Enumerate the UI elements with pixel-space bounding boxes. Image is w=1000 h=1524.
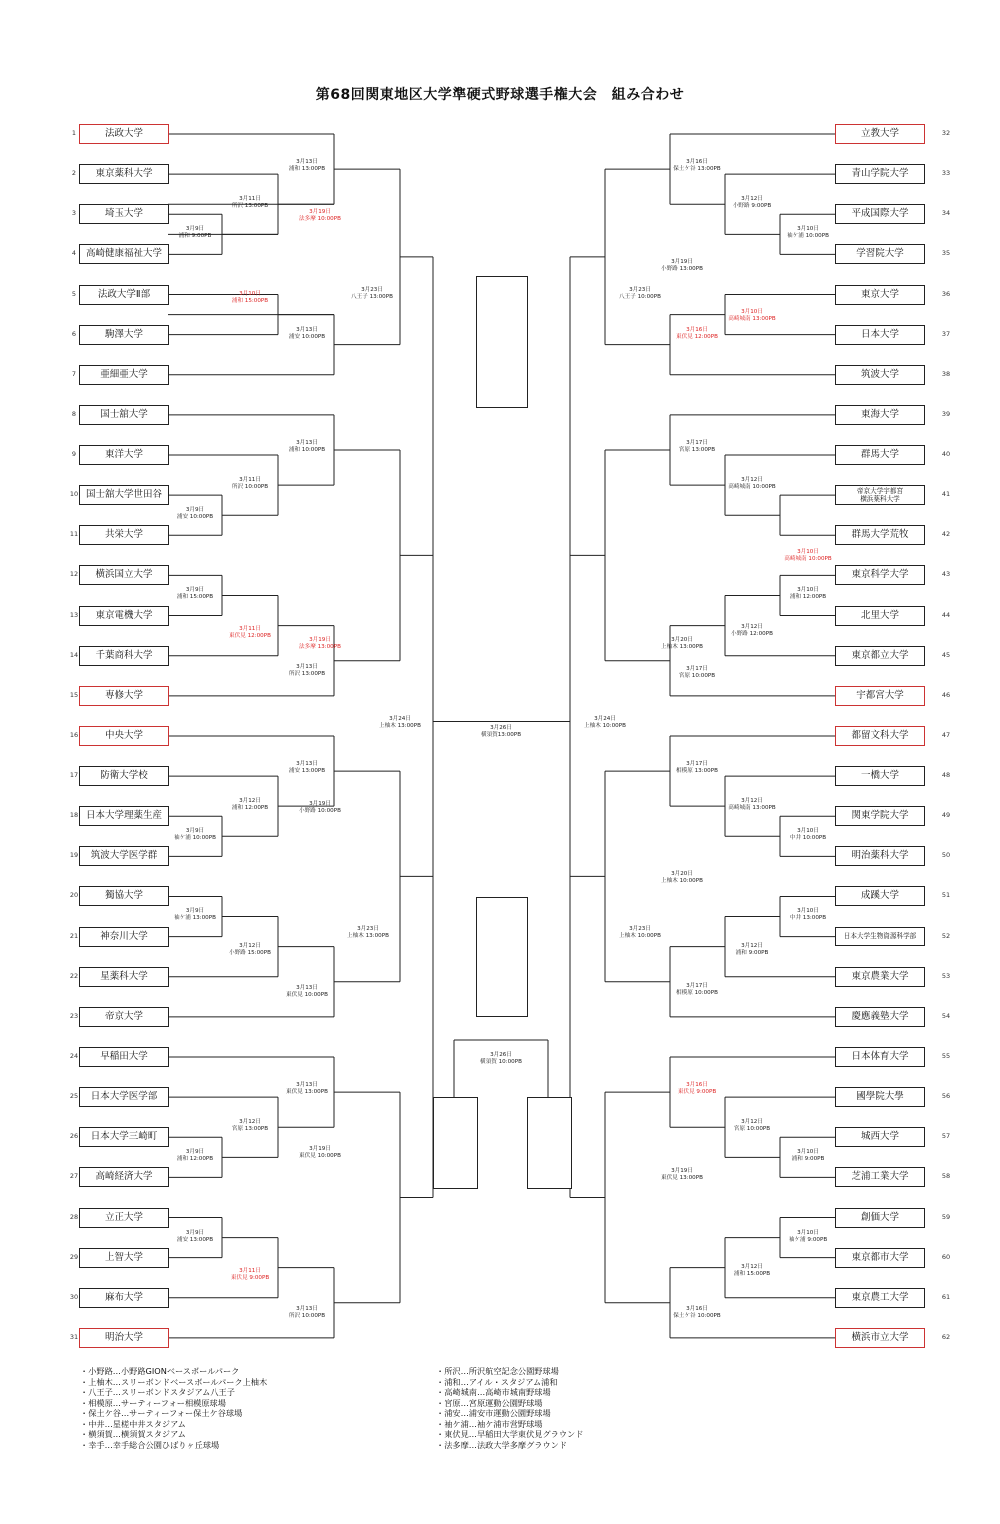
team-box: 中央大学 xyxy=(79,726,169,746)
team-number: 23 xyxy=(69,1011,79,1020)
team-number: 34 xyxy=(941,209,951,218)
match-info: 3月20日 上柚木 13:00PB xyxy=(661,636,703,650)
team-box: 筑波大学 xyxy=(835,365,925,385)
match-info: 3月13日 浦安 13:00PB xyxy=(288,760,326,774)
team-box: 横浜国立大学 xyxy=(79,565,169,585)
match-info: 3月9日 浦和 9:00PB xyxy=(178,226,212,240)
team-number: 29 xyxy=(69,1252,79,1261)
team-number: 40 xyxy=(941,450,951,459)
match-info: 3月26日 横須賀 10:00PB xyxy=(480,1052,522,1065)
team-box: 東京農工大学 xyxy=(835,1288,925,1308)
team-box: 日本大学 xyxy=(835,325,925,345)
match-info: 3月9日 袖ケ浦 10:00PB xyxy=(174,828,216,842)
team-box: 群馬大学荒牧 xyxy=(835,525,925,545)
team-number: 32 xyxy=(941,129,951,137)
team-number: 61 xyxy=(941,1292,951,1301)
match-info: 3月19日 法多摩 13:00PB xyxy=(299,636,341,650)
team-number: 18 xyxy=(69,811,79,820)
team-box: 芝浦工業大学 xyxy=(835,1167,925,1187)
third-place-left-box xyxy=(433,1097,478,1189)
team-number: 19 xyxy=(69,851,79,860)
match-info: 3月23日 上柚木 13:00PB xyxy=(347,926,389,940)
team-box: 北里大学 xyxy=(835,606,925,626)
team-number: 20 xyxy=(69,891,79,900)
team-number: 59 xyxy=(941,1212,951,1221)
match-info: 3月20日 上柚木 10:00PB xyxy=(661,871,703,885)
team-box: 國學院大學 xyxy=(835,1087,925,1107)
match-info: 3月9日 浦安 10:00PB xyxy=(176,507,214,521)
team-box: 創価大学 xyxy=(835,1208,925,1228)
team-number: 3 xyxy=(71,209,77,218)
team-box: 日本大学理薬生産 xyxy=(79,806,169,826)
legend-entry: ・幸手…幸手総合公園ひばりヶ丘球場 xyxy=(80,1439,220,1450)
match-info: 3月11日 所沢 10:00PB xyxy=(231,477,269,491)
team-box: 東京薬科大学 xyxy=(79,164,169,184)
match-info: 3月17日 宮原 10:00PB xyxy=(678,665,716,679)
team-number: 28 xyxy=(69,1212,79,1221)
match-info: 3月12日 浦和 12:00PB xyxy=(231,798,269,812)
team-number: 27 xyxy=(69,1172,79,1181)
team-box: 法政大学Ⅱ部 xyxy=(79,285,169,305)
team-number: 11 xyxy=(69,530,79,539)
team-number: 46 xyxy=(941,690,951,699)
match-info: 3月12日 宮原 10:00PB xyxy=(733,1119,771,1133)
team-box: 青山学院大学 xyxy=(835,164,925,184)
team-box: 駒澤大学 xyxy=(79,325,169,345)
team-number: 30 xyxy=(69,1292,79,1301)
team-box: 東京科学大学 xyxy=(835,565,925,585)
team-number: 47 xyxy=(941,730,951,739)
team-box: 一橋大学 xyxy=(835,766,925,786)
match-info: 3月11日 所沢 13:00PB xyxy=(231,196,269,210)
match-info: 3月17日 宮原 13:00PB xyxy=(678,439,716,453)
team-number: 7 xyxy=(71,369,77,378)
team-number: 43 xyxy=(941,570,951,579)
team-box: 日本大学三崎町 xyxy=(79,1127,169,1147)
team-number: 12 xyxy=(69,570,79,579)
team-number: 21 xyxy=(69,931,79,940)
team-number: 42 xyxy=(941,530,951,539)
team-number: 25 xyxy=(69,1092,79,1101)
match-info: 3月16日 東伏見 9:00PB xyxy=(677,1081,717,1095)
legend-entry: ・法多摩…法政大学多摩グラウンド xyxy=(436,1439,568,1450)
team-box: 神奈川大学 xyxy=(79,927,169,947)
third-place-right-box xyxy=(527,1097,572,1189)
team-box: 関東学院大学 xyxy=(835,806,925,826)
match-info: 3月19日 東伏見 10:00PB xyxy=(299,1146,341,1160)
team-number: 14 xyxy=(69,650,79,659)
match-info: 3月10日 中井 10:00PB xyxy=(789,828,827,842)
match-info: 3月12日 宮原 13:00PB xyxy=(231,1119,269,1133)
legend-entry: ・浦安…浦安市運動公園野球場 xyxy=(436,1408,551,1418)
team-number: 17 xyxy=(69,771,79,780)
team-box: 成蹊大学 xyxy=(835,886,925,906)
team-box: 東海大学 xyxy=(835,405,925,425)
team-number: 5 xyxy=(71,289,77,298)
match-info: 3月24日 上柚木 13:00PB xyxy=(379,715,421,729)
match-info: 3月10日 袖ケ浦 9:00PB xyxy=(788,1229,828,1243)
team-box: 帝京大学 xyxy=(79,1007,169,1027)
match-info: 3月13日 所沢 13:00PB xyxy=(288,663,326,677)
team-number: 41 xyxy=(941,490,951,499)
legend-entry: ・浦和…アイル・スタジアム浦和 xyxy=(436,1376,558,1387)
team-box: 立正大学 xyxy=(79,1208,169,1228)
legend-entry: ・保土ケ谷…サーティーフォー保土ケ谷球場 xyxy=(80,1408,243,1418)
team-box: 帝京大学宇都宮 横浜薬科大学 xyxy=(835,485,925,505)
team-number: 62 xyxy=(941,1332,951,1341)
match-info: 3月16日 保土ケ谷 13:00PB xyxy=(673,159,721,172)
match-info: 3月12日 浦和 15:00PB xyxy=(733,1263,771,1277)
team-number: 51 xyxy=(941,891,951,900)
team-box: 東洋大学 xyxy=(79,445,169,465)
team-box: 法政大学 xyxy=(79,124,169,144)
team-box: 国士舘大学 xyxy=(79,405,169,425)
team-box: 獨協大学 xyxy=(79,886,169,906)
team-number: 1 xyxy=(71,129,77,137)
match-info: 3月23日 八王子 10:00PB xyxy=(619,286,661,300)
match-info: 3月10日 浦和 15:00PB xyxy=(231,290,269,304)
match-info: 3月12日 高崎城南 13:00PB xyxy=(728,798,776,812)
team-number: 13 xyxy=(69,610,79,619)
match-info: 3月19日 小野路 13:00PB xyxy=(661,259,703,273)
team-box: 日本大学医学部 xyxy=(79,1087,169,1107)
team-number: 45 xyxy=(941,650,951,659)
match-info: 3月12日 小野路 12:00PB xyxy=(731,623,773,637)
match-info: 3月12日 小野路 9:00PB xyxy=(732,196,772,210)
team-box: 平成国際大学 xyxy=(835,204,925,224)
match-info: 3月16日 保土ケ谷 10:00PB xyxy=(673,1305,721,1319)
team-box: 東京大学 xyxy=(835,285,925,305)
third-place-box xyxy=(476,897,528,1017)
match-info: 3月10日 中井 13:00PB xyxy=(789,908,827,922)
venue-legend-left xyxy=(80,1366,267,1450)
team-number: 2 xyxy=(71,169,77,178)
match-info: 3月23日 上柚木 10:00PB xyxy=(619,926,661,940)
team-number: 55 xyxy=(941,1051,951,1060)
team-number: 49 xyxy=(941,811,951,820)
team-box: 専修大学 xyxy=(79,686,169,706)
team-box: 共栄大学 xyxy=(79,525,169,545)
match-info: 3月9日 浦和 12:00PB xyxy=(176,1149,214,1163)
page-title: 第68回関東地区大学準硬式野球選手権大会 組み合わせ xyxy=(315,87,685,103)
team-number: 9 xyxy=(71,450,77,459)
match-info: 3月13日 東伏見 10:00PB xyxy=(286,984,328,998)
legend-entry: ・宮原…宮原運動公園野球場 xyxy=(436,1397,543,1408)
legend-entry: ・袖ケ浦…袖ケ浦市営野球場 xyxy=(436,1418,543,1429)
legend-entry: ・横須賀…横須賀スタジアム xyxy=(80,1429,186,1439)
team-box: 明治薬科大学 xyxy=(835,846,925,866)
team-box: 東京都市大学 xyxy=(835,1248,925,1268)
team-number: 52 xyxy=(941,931,951,940)
match-info: 3月12日 浦和 9:00PB xyxy=(735,942,769,956)
team-box: 国士舘大学世田谷 xyxy=(79,485,169,505)
legend-entry: ・小野路…小野路GIONベースボールパーク xyxy=(80,1366,240,1376)
match-info: 3月10日 浦和 12:00PB xyxy=(789,587,827,601)
match-info: 3月23日 八王子 13:00PB xyxy=(351,286,393,300)
venue-legend-right xyxy=(436,1366,583,1450)
legend-entry: ・高崎城南…高崎市城南野球場 xyxy=(436,1387,551,1397)
team-box: 高崎経済大学 xyxy=(79,1167,169,1187)
legend-entry: ・所沢…所沢航空記念公園野球場 xyxy=(436,1366,559,1376)
match-info: 3月10日 袖ケ浦 10:00PB xyxy=(787,226,829,240)
match-info: 3月24日 上柚木 10:00PB xyxy=(584,715,626,729)
team-number: 6 xyxy=(71,329,77,338)
match-info: 3月12日 小野路 15:00PB xyxy=(229,942,271,956)
match-info: 3月9日 浦和 15:00PB xyxy=(176,587,214,601)
team-number: 36 xyxy=(941,289,951,298)
team-number: 50 xyxy=(941,851,951,860)
team-number: 22 xyxy=(69,971,79,980)
team-number: 37 xyxy=(941,329,951,338)
match-info: 3月11日 東伏見 12:00PB xyxy=(229,625,271,639)
match-info: 3月9日 浦安 13:00PB xyxy=(176,1229,214,1243)
team-number: 48 xyxy=(941,771,951,780)
team-box: 埼玉大学 xyxy=(79,204,169,224)
team-number: 26 xyxy=(69,1132,79,1141)
match-info: 3月17日 相模原 13:00PB xyxy=(676,760,718,774)
team-number: 33 xyxy=(941,169,951,178)
team-box: 日本大学生物資源科学部 xyxy=(835,927,925,946)
team-number: 54 xyxy=(941,1011,951,1020)
team-box: 東京農業大学 xyxy=(835,967,925,987)
team-box: 群馬大学 xyxy=(835,445,925,465)
team-box: 慶應義塾大学 xyxy=(835,1007,925,1027)
team-box: 城西大学 xyxy=(835,1127,925,1147)
team-number: 31 xyxy=(69,1332,79,1341)
team-number: 8 xyxy=(71,409,77,418)
team-box: 麻布大学 xyxy=(79,1288,169,1308)
legend-entry: ・中井…星槎中井スタジアム xyxy=(80,1418,186,1429)
match-info: 3月12日 高崎城南 10:00PB xyxy=(728,477,776,491)
match-info: 3月16日 東伏見 12:00PB xyxy=(676,326,718,340)
team-box: 宇都宮大学 xyxy=(835,686,925,706)
match-info: 3月19日 小野路 10:00PB xyxy=(299,801,341,815)
team-box: 高崎健康福祉大学 xyxy=(79,244,169,264)
team-box: 横浜市立大学 xyxy=(835,1328,925,1348)
match-info: 3月13日 所沢 10:00PB xyxy=(288,1305,326,1319)
match-info: 3月10日 高崎城南 13:00PB xyxy=(728,308,776,322)
match-info: 3月13日 浦和 13:00PB xyxy=(288,159,326,172)
match-info: 3月13日 東伏見 13:00PB xyxy=(286,1081,328,1095)
team-number: 4 xyxy=(71,249,77,258)
match-info: 3月17日 相模原 10:00PB xyxy=(676,982,718,996)
match-info: 3月11日 東伏見 9:00PB xyxy=(230,1267,270,1281)
team-box: 星薬科大学 xyxy=(79,967,169,987)
legend-entry: ・上柚木…スリーボンドベースボールパーク上柚木 xyxy=(80,1376,268,1387)
team-box: 明治大学 xyxy=(79,1328,169,1348)
match-info: 3月13日 浦和 10:00PB xyxy=(288,439,326,453)
team-number: 60 xyxy=(941,1252,951,1261)
team-number: 39 xyxy=(941,409,951,418)
team-number: 56 xyxy=(941,1092,951,1101)
team-number: 35 xyxy=(941,249,951,258)
team-number: 53 xyxy=(941,971,951,980)
team-number: 58 xyxy=(941,1172,951,1181)
team-box: 亜細亜大学 xyxy=(79,365,169,385)
team-box: 防衛大学校 xyxy=(79,766,169,786)
legend-entry: ・東伏見…早稲田大学東伏見グラウンド xyxy=(436,1429,584,1439)
match-info: 3月13日 浦安 10:00PB xyxy=(288,326,326,340)
team-box: 上智大学 xyxy=(79,1248,169,1268)
team-number: 44 xyxy=(941,610,951,619)
team-box: 早稲田大学 xyxy=(79,1047,169,1067)
team-box: 筑波大学医学群 xyxy=(79,846,169,866)
team-number: 15 xyxy=(69,690,79,699)
team-number: 38 xyxy=(941,369,951,378)
team-box: 学習院大学 xyxy=(835,244,925,264)
team-box: 立教大学 xyxy=(835,124,925,144)
team-number: 16 xyxy=(69,730,79,739)
match-info: 3月26日 横須賀13:00PB xyxy=(480,724,522,738)
match-info: 3月19日 東伏見 13:00PB xyxy=(661,1168,703,1182)
team-number: 24 xyxy=(69,1051,79,1060)
match-info: 3月9日 袖ケ浦 13:00PB xyxy=(174,908,216,922)
team-box: 東京電機大学 xyxy=(79,606,169,626)
team-box: 日本体育大学 xyxy=(835,1047,925,1067)
match-info: 3月10日 高崎城南 10:00PB xyxy=(784,549,832,563)
legend-entry: ・相模原…サーティーフォー相模原球場 xyxy=(80,1397,226,1408)
team-box: 東京都立大学 xyxy=(835,646,925,666)
team-box: 都留文科大学 xyxy=(835,726,925,746)
match-info: 3月19日 法多摩 10:00PB xyxy=(299,209,341,223)
match-info: 3月10日 浦和 9:00PB xyxy=(791,1149,825,1163)
legend-entry: ・八王子…スリーボンドスタジアム八王子 xyxy=(80,1387,235,1397)
team-box: 千葉商科大学 xyxy=(79,646,169,666)
champion-box xyxy=(476,276,528,408)
team-number: 10 xyxy=(69,490,79,499)
team-number: 57 xyxy=(941,1132,951,1141)
